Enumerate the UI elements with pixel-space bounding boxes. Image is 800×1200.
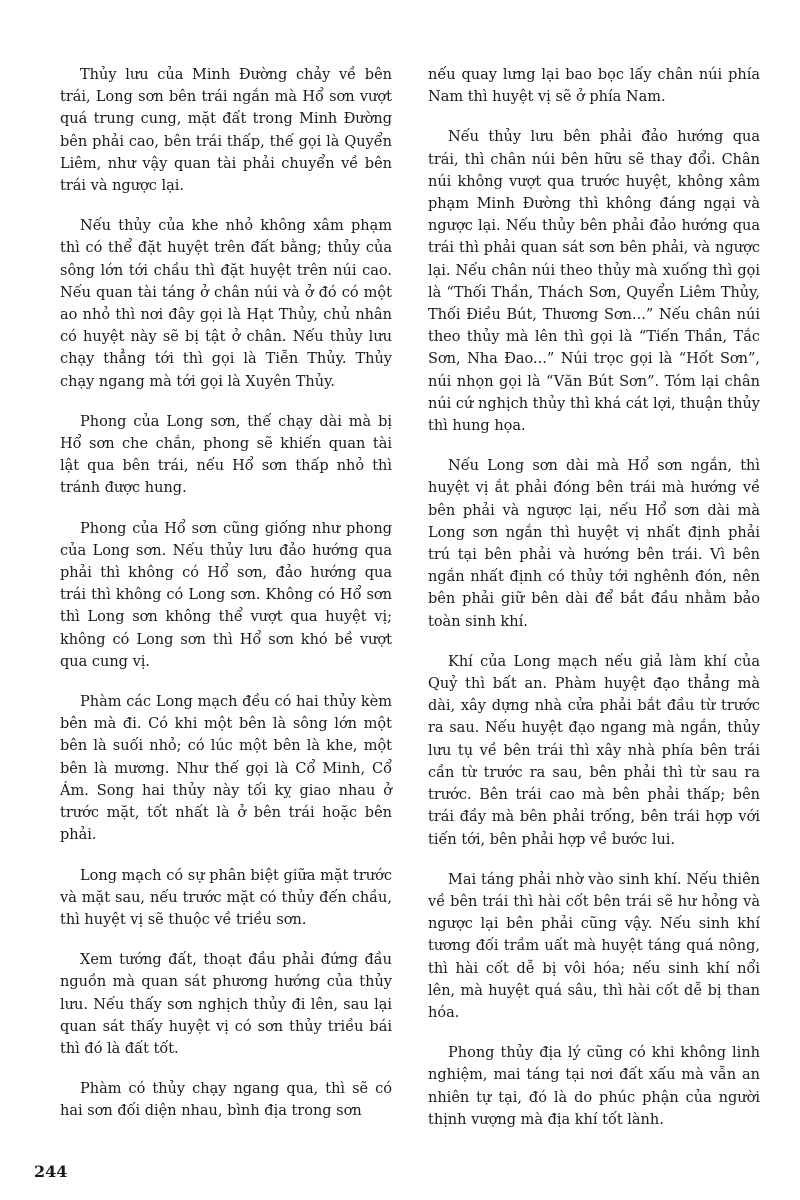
paragraph: Phàm các Long mạch đều có hai thủy kèm bên mà đi. Có khi một bên là sông lớn một bên là suối nhỏ; có lúc một bên là khe, một bên là mương. Như thế gọi là Cổ Minh, Cổ Ám. Song hai thủy này tối kỵ giao nhau ở trước mặt, tốt nhất là ở bên trái hoặc bên phải. [60, 694, 392, 844]
paragraph: Phong của Long sơn, thế chạy dài mà bị Hổ sơn che chắn, phong sẽ khiến quan tài lật qua bên trái, nếu Hổ sơn thấp nhỏ thì tránh được hung. [60, 413, 392, 497]
paragraph: Phong thủy địa lý cũng có khi không linh nghiệm, mai táng tại nơi đất xấu mà vẫn an nhiên tự tại, đó là do phúc phận của người thịnh vượng mà địa khí tốt lành. [428, 1045, 760, 1128]
paragraph: Phàm có thủy chạy ngang qua, thì sẽ có hai sơn đối diện nhau, bình địa trong sơn [60, 1081, 392, 1120]
paragraph: Nếu thủy lưu bên phải đảo hướng qua trái, thì chân núi bên hữu sẽ thay đổi. Chân núi không vượt qua trước huyệt, không xâm phạm Minh Đường thì không đáng ngại và ngược lại. Nếu thủy bên phải đảo hướng qua trái thì phải quan sát sơn bên phải, và ngược lại. Nếu chân núi theo thủy mà xuống thì gọi là “Thối Thần, Thách Sơn, Quyển Liêm Thủy, Thối Điều Bút, Thương Sơn...” Nếu chân núi theo thủy mà lên thì gọi là “Tiến Thần, Tắc Sơn, Nha Đao...” Núi trọc gọi là “Hốt Sơn”, núi nhọn gọi là “Văn Bút Sơn”. Tóm lại chân núi cứ nghịch thủy thì khá cát lợi, thuận thủy thì hung họa. [428, 129, 760, 435]
paragraph: Xem tướng đất, thoạt đầu phải đứng đầu nguồn mà quan sát phương hướng của thủy lưu. Nếu thấy sơn nghịch thủy đi lên, sau lại quan sát thấy huyệt vị có sơn thủy triều bái thì đó là đất tốt. [60, 952, 392, 1057]
paragraph: Thủy lưu của Minh Đường chảy về bên trái, Long sơn bên trái ngắn mà Hổ sơn vượt quá trung cung, mặt đất trong Minh Đường bên phải cao, bên trái thấp, thế gọi là Quyển Liêm, như vậy quan tài phải chuyển về bên trái và ngược lại. [60, 67, 392, 195]
continued-paragraph: nếu quay lưng lại bao bọc lấy chân núi phía Nam thì huyệt vị sẽ ở phía Nam. [428, 67, 760, 106]
left-column [60, 64, 392, 1141]
paragraph: Phong của Hổ sơn cũng giống như phong của Long sơn. Nếu thủy lưu đảo hướng qua phải thì không có Hổ sơn, đảo hướng qua trái thì không có Long sơn. Không có Hổ sơn thì Long sơn không thể vượt qua huyệt vị; không có Long sơn thì Hổ sơn khó bề vượt qua cung vị. [60, 520, 392, 670]
page-number: 244 [34, 1162, 68, 1181]
paragraph: Nếu Long sơn dài mà Hổ sơn ngắn, thì huyệt vị ắt phải đóng bên trái mà hướng về bên phải và ngược lại, nếu Hổ sơn dài mà Long sơn ngắn thì huyệt vị nhất định phải trú tại bên phải và hướng bên trái. Vì bên ngắn nhất định có thủy tới nghênh đón, nên bên phải giữ bên dài để bắt đầu nhằm bảo toàn sinh khí. [428, 458, 760, 630]
right-column [428, 64, 760, 1149]
paragraph: Mai táng phải nhờ vào sinh khí. Nếu thiên về bên trái thì hài cốt bên trái sẽ hư hỏng và ngược lại bên phải cũng vậy. Nếu sinh khí tương đối trầm uất mà huyệt táng quá nông, thì hài cốt dễ bị vôi hóa; nếu sinh khí nổi lên, mà huyệt quá sâu, thì hài cốt dễ bị than hóa. [428, 871, 760, 1021]
paragraph: Long mạch có sự phân biệt giữa mặt trước và mặt sau, nếu trước mặt có thủy đến chầu, thì huyệt vị sẽ thuộc về triều sơn. [60, 867, 392, 928]
paragraph: Nếu thủy của khe nhỏ không xâm phạm thì có thể đặt huyệt trên đất bằng; thủy của sông lớn tới chầu thì đặt huyệt trên núi cao. Nếu quan tài táng ở chân núi và ở đó có một ao nhỏ thì nơi đây gọi là Hạt Thủy, chủ nhân có huyệt này sẽ bị tật ở chân. Nếu thủy lưu chạy thẳng tới thì gọi là Tiễn Thủy. Thủy chạy ngang mà tới gọi là Xuyên Thủy. [60, 218, 392, 390]
paragraph: Khí của Long mạch nếu giả làm khí của Quỷ thì bất an. Phàm huyệt đạo thẳng mà dài, xây dựng nhà cửa phải bắt đầu từ trước ra sau. Nếu huyệt đạo ngang mà ngắn, thủy lưu tụ về bên trái thì xây nhà phía bên trái cần từ trước ra sau, bên phải thì từ sau ra trước. Bên trái cao mà bên phải thấp; bên trái đầy mà bên phải trống, bên trái hợp với tiến tới, bên phải hợp về bước lui. [428, 653, 760, 848]
